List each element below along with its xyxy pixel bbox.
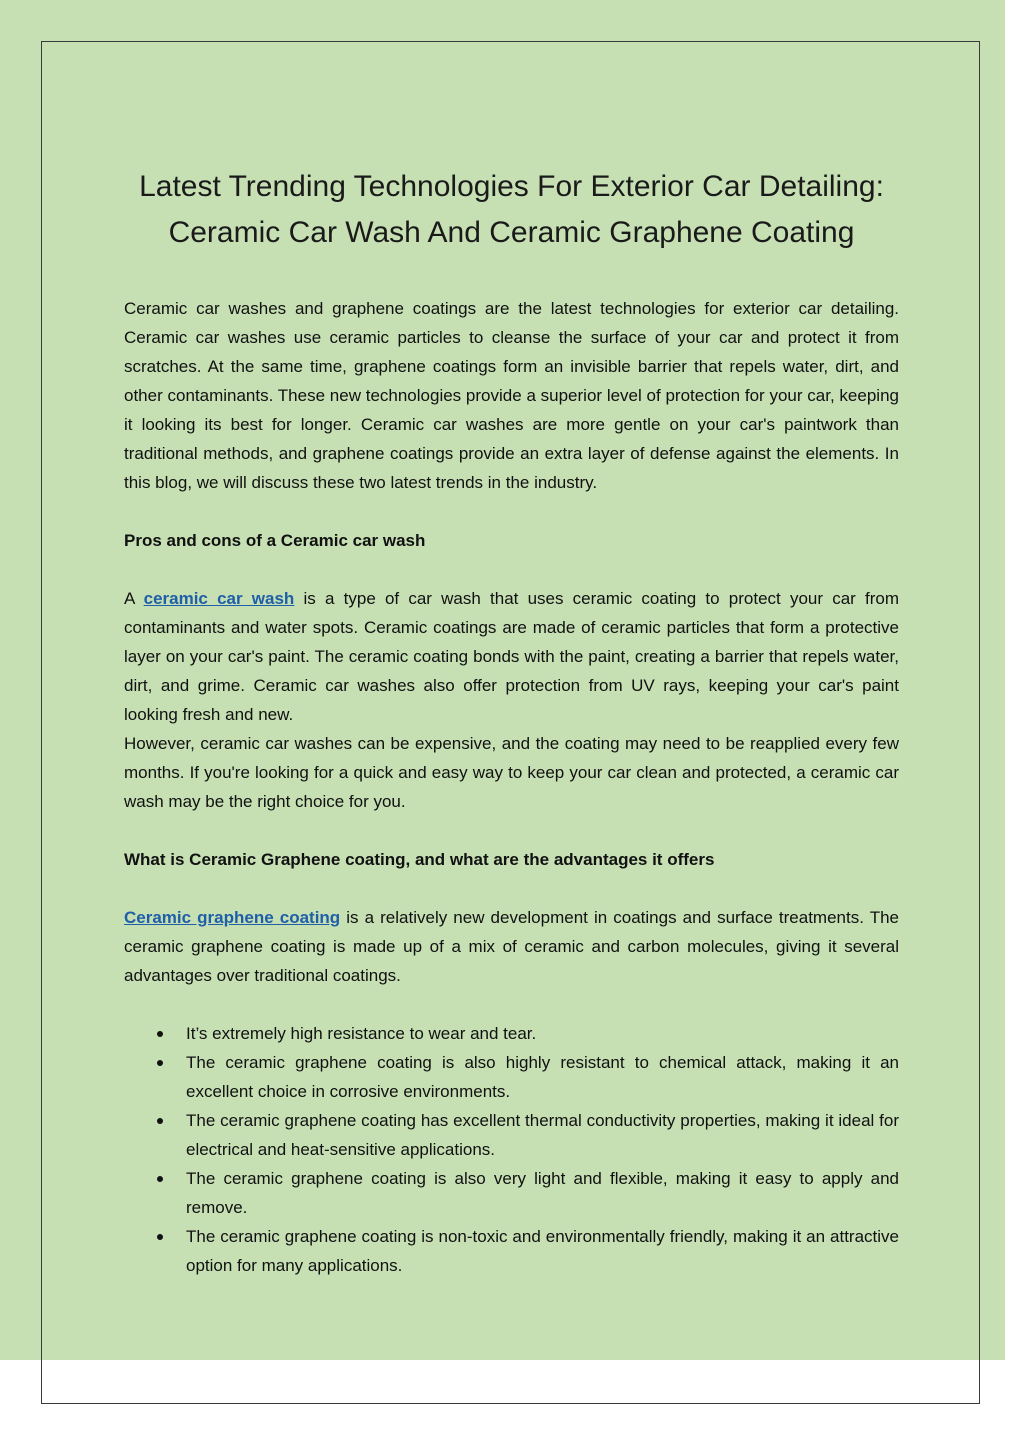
graphene-coating-paragraph	[124, 903, 899, 990]
ceramic-wash-lead-text: A	[124, 589, 144, 608]
page-title	[124, 164, 899, 256]
list-item	[124, 1222, 899, 1280]
document-content	[124, 164, 899, 1280]
list-item	[124, 1048, 899, 1106]
title-line-2: Ceramic Car Wash And Ceramic Graphene Coating	[168, 216, 855, 249]
intro-paragraph: Ceramic car washes and graphene coatings are the latest technologies for exterior car detailing. Ceramic car washes use ceramic particles to cleanse the surface of your car and protect it from scratches. At the same time, graphene coatings form an invisible barrier that repels water, dirt, and other contaminants. These new technologies provide a superior level of protection for your car, keeping it looking its best for longer. Ceramic car washes are more gentle on your car's paintwork than traditional methods, and graphene coatings provide an extra layer of defense against the elements. In this blog, we will discuss these two latest trends in the industry.	[124, 299, 899, 492]
ceramic-graphene-coating-link[interactable]: Ceramic graphene coating	[124, 908, 341, 927]
ceramic-wash-paragraph	[124, 584, 899, 729]
ceramic-car-wash-link[interactable]: ceramic car wash	[143, 589, 295, 608]
bullet-icon	[157, 1060, 163, 1066]
section-heading-graphene-coating: What is Ceramic Graphene coating, and what are the advantages it offers	[124, 850, 715, 869]
ceramic-wash-body-text: is a type of car wash that uses ceramic coating to protect your car from contaminants and water spots. Ceramic coatings are made of ceramic particles that form a protective layer on your car's paint. The ceramic coating bonds with the paint, creating a barrier that repels water, dirt, and grime. Ceramic car washes also offer protection from UV rays, keeping your car's paint looking fresh and new.	[124, 589, 900, 724]
bullet-icon	[157, 1176, 163, 1182]
bullet-icon	[157, 1234, 163, 1240]
ceramic-wash-cons-paragraph: However, ceramic car washes can be expensive, and the coating may need to be reapplied every few months. If you're looking for a quick and easy way to keep your car clean and protected, a ceramic car wash may be the right choice for you.	[124, 734, 899, 811]
list-item	[124, 1106, 899, 1164]
list-item-text: The ceramic graphene coating is also very light and flexible, making it easy to apply and remove.	[186, 1169, 899, 1217]
section-heading-ceramic-wash: Pros and cons of a Ceramic car wash	[124, 531, 426, 550]
list-item	[124, 1019, 899, 1048]
list-item	[124, 1164, 899, 1222]
list-item-text: It’s extremely high resistance to wear and tear.	[186, 1024, 537, 1043]
title-line-1: Latest Trending Technologies For Exterior Car Detailing:	[139, 170, 884, 203]
bullet-icon	[157, 1118, 163, 1124]
list-item-text: The ceramic graphene coating is non-toxic and environmentally friendly, making it an attractive option for many applications.	[186, 1227, 899, 1275]
graphene-coating-body-text: is a relatively new development in coatings and surface treatments. The ceramic graphene coating is made up of a mix of ceramic and carbon molecules, giving it several advantages over traditional coatings.	[124, 908, 899, 985]
bullet-icon	[157, 1031, 163, 1037]
list-item-text: The ceramic graphene coating is also highly resistant to chemical attack, making it an excellent choice in corrosive environments.	[186, 1053, 899, 1101]
list-item-text: The ceramic graphene coating has excellent thermal conductivity properties, making it ideal for electrical and heat-sensitive applications.	[186, 1111, 899, 1159]
advantages-list	[124, 1019, 899, 1280]
